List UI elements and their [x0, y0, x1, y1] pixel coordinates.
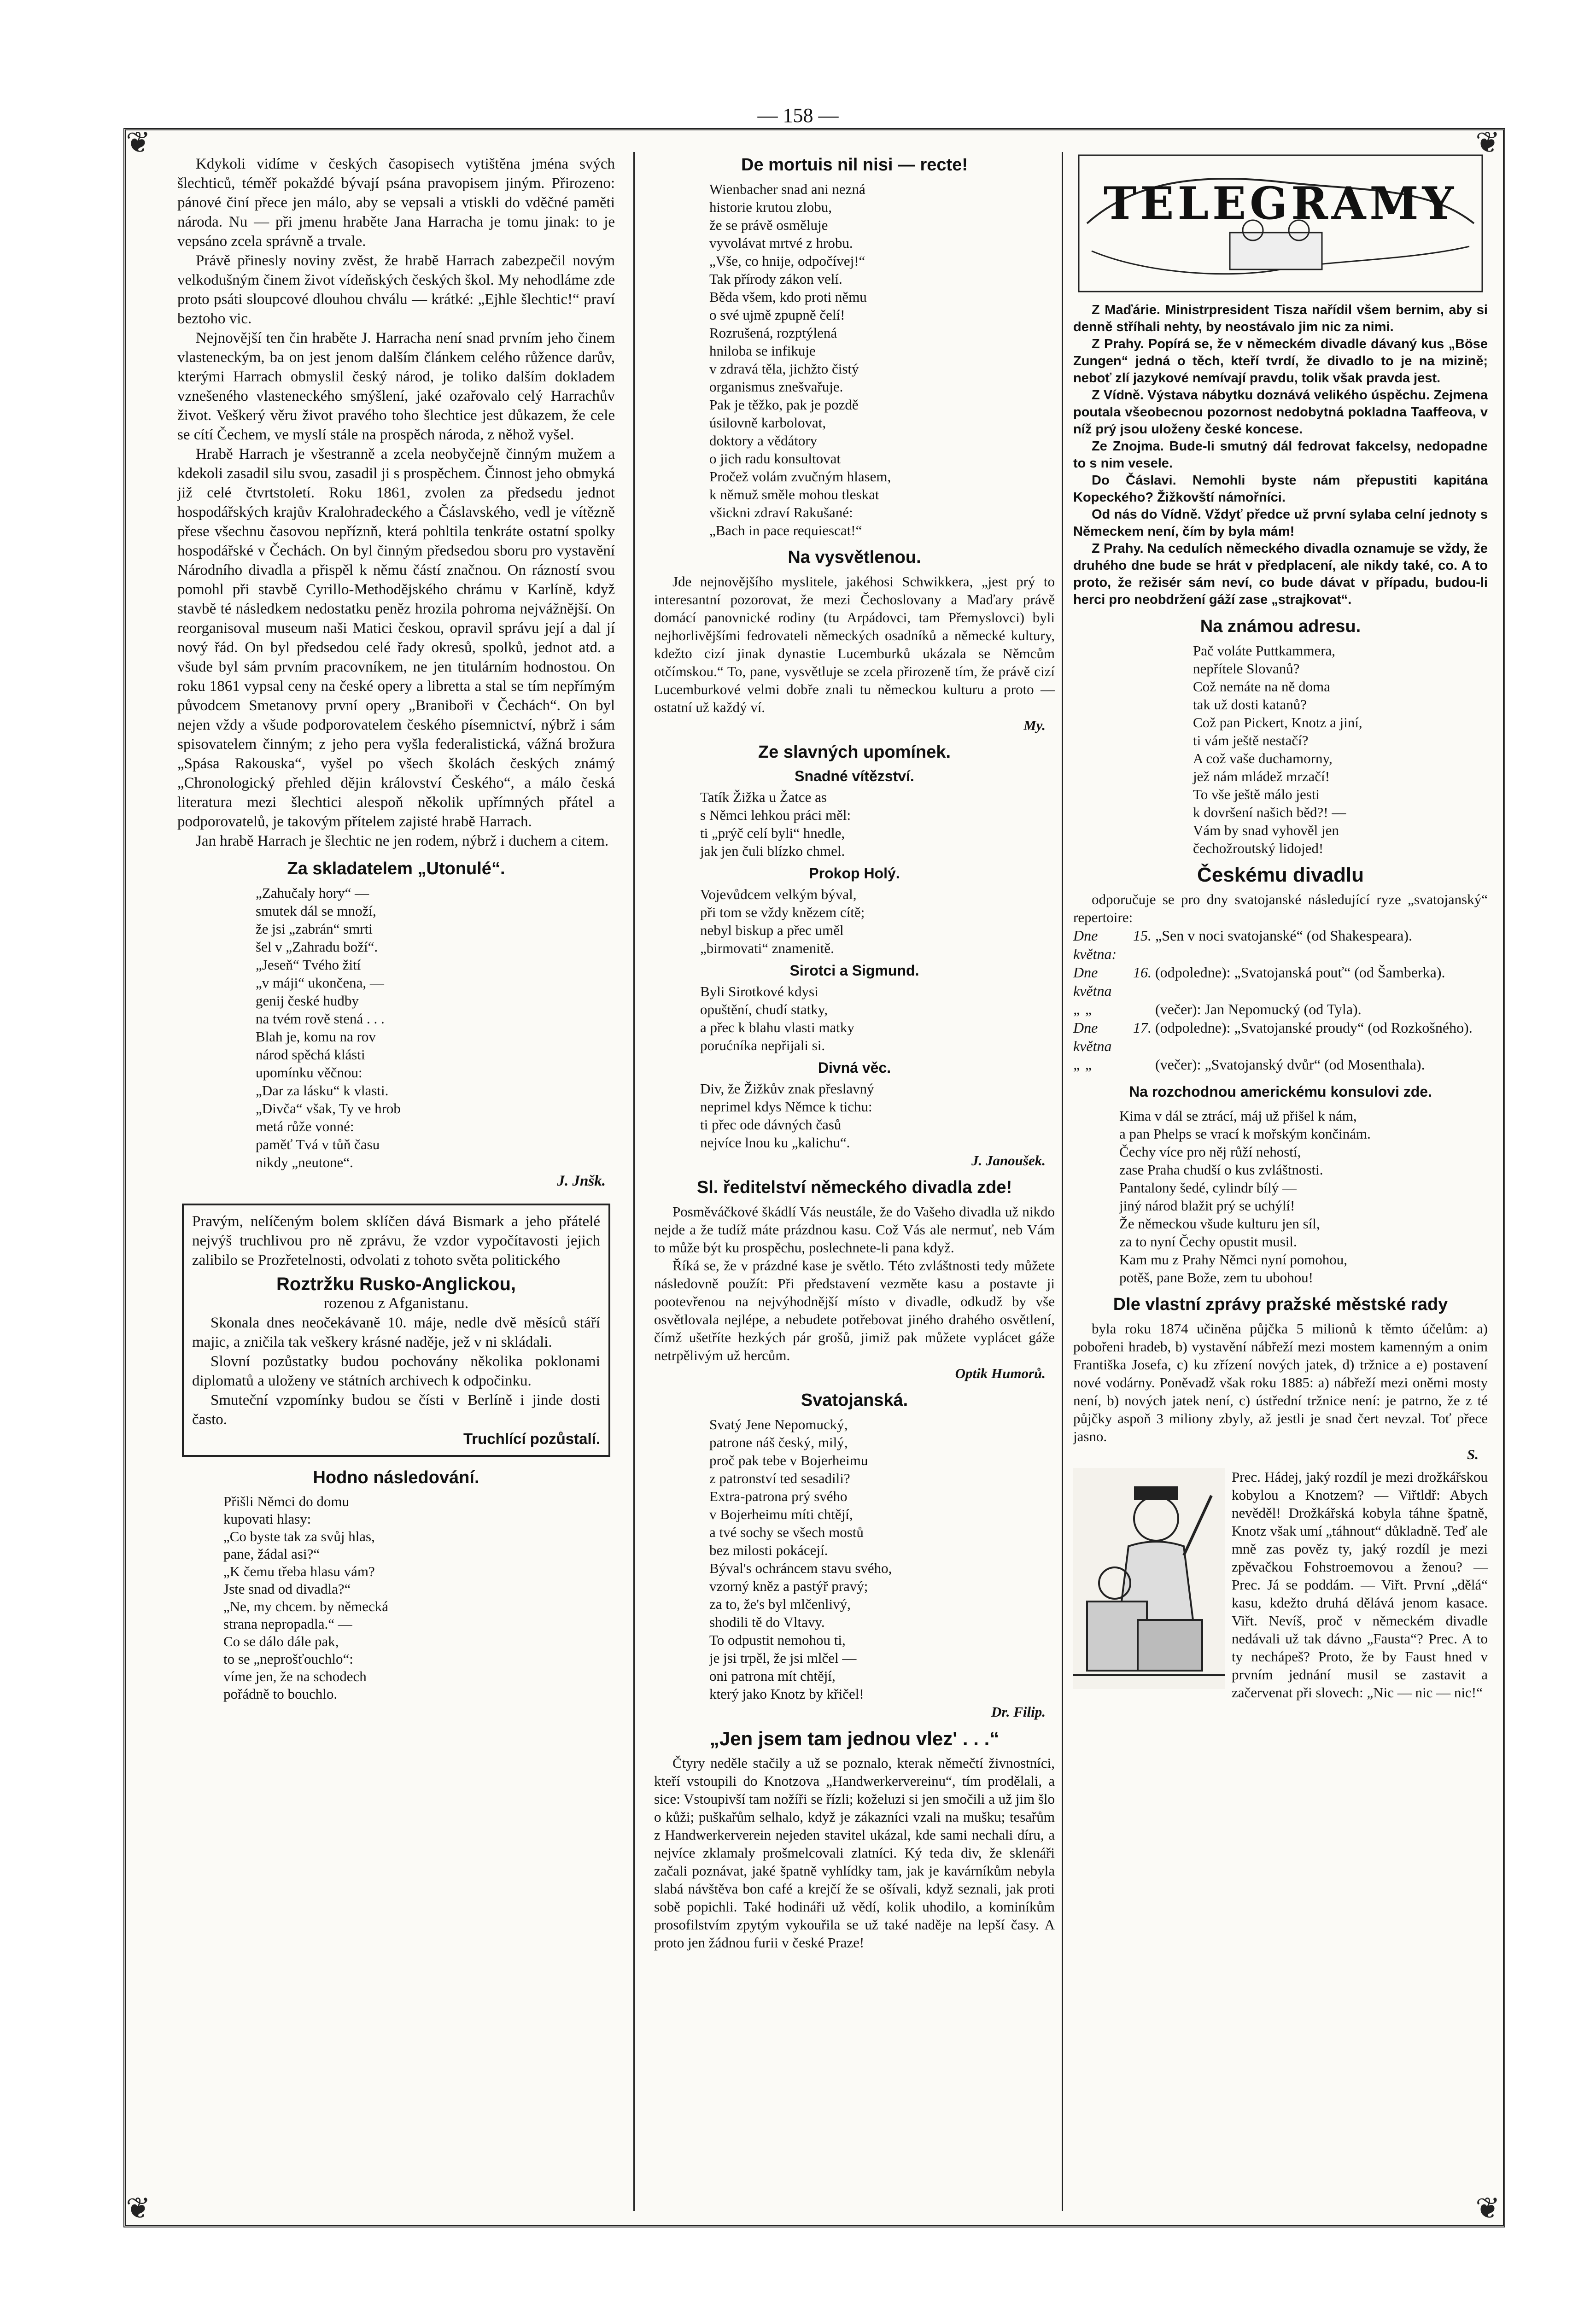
poem-line: že jsi „zabrán“ smrti: [256, 921, 373, 937]
poem-line: „Ne, my chcem. by německá: [223, 1598, 389, 1614]
verse-group: [654, 767, 1055, 1152]
poem-line: oni patrona mít chtějí,: [709, 1668, 836, 1684]
poem-line: z patronství ted sesadili?: [709, 1470, 850, 1486]
cartoon-block: [1073, 1468, 1488, 1701]
poem-line: Div, že Žižkův znak přeslavný: [700, 1081, 874, 1097]
signature: J. Janoušek.: [971, 1152, 1046, 1169]
verse-heading: Divná věc.: [818, 1059, 891, 1076]
corner-ornament-icon: ❦: [1475, 126, 1500, 160]
poem-line: o jich radu konsultovat: [709, 450, 841, 467]
poem-line: paměť Tvá v tůň času: [256, 1136, 380, 1152]
poem-line: šel v „Zahradu boží“.: [256, 939, 378, 955]
section-title: Na známou adresu.: [1200, 617, 1361, 636]
poem-line: Což pan Pickert, Knotz a jiní,: [1193, 714, 1362, 731]
poem-line: metá růže vonné:: [256, 1118, 354, 1134]
article-paragraph: Jan hrabě Harrach je šlechtic ne jen rodem, nýbrž i duchem a citem.: [196, 833, 609, 849]
obituary-notice: [182, 1204, 610, 1457]
signature: S.: [1467, 1446, 1479, 1462]
poem-line: Tak přírody zákon velí.: [709, 271, 842, 287]
notice-text: Pravým, nelíčeným bolem sklíčen dává Bismark a jeho přátelé nejvýš truchlivou pro ně zprávu, že vzdor vypočítavosti jejich zalibilo se Prozřetelnosti, odvolati z tohoto světa politického: [192, 1213, 600, 1268]
poem-line: Vám by snad vyhověl jen: [1193, 822, 1339, 838]
poem-line: „Dar za lásku“ k vlasti.: [256, 1082, 389, 1099]
poem-line: Že německou všude kulturu jen síl,: [1119, 1216, 1320, 1232]
notice-paragraph: Skonala dnes neočekávaně 10. máje, nedle dvě měsíců stáří majic, a zničila tak veškery krásné naděje, jež v ni skládali.: [192, 1315, 600, 1350]
poem-line: ti „prýč celí byli“ hnedle,: [700, 825, 845, 841]
signature: J. Jnšk.: [557, 1173, 606, 1189]
poem-line: A což vaše duchamorny,: [1193, 750, 1333, 766]
verse: [654, 885, 1055, 957]
poem-line: že se právě osměluje: [709, 217, 828, 233]
telegram-item: Z Prahy. Na cedulích německého divadla oznamuje se vždy, že druhého dne bude se hrát v předplacení, ale nikdy také, co. A to proto, že režisér sám neví, co bude dávat v případu, budou-li herci pro neobdržení gáží zase „strajkovat“.: [1073, 541, 1488, 607]
poem-line: „Co byste tak za svůj hlas,: [223, 1528, 375, 1544]
poem-line: ti vám ještě nestačí?: [1193, 732, 1309, 748]
telegram-item: Z Vídně. Výstava nábytku doznává velikého úspěchu. Zejmena poutala všeobecnou pozornost nedobytná pokladna Taaffeova, v níž prý jsou uloženy české koncese.: [1073, 388, 1488, 437]
poem-line: při tom se vždy knězem cítě;: [700, 904, 865, 920]
poem-line: Běda všem, kdo proti němu: [709, 289, 867, 305]
poem-line: nepřítele Slovanů?: [1193, 661, 1300, 677]
notice-paragraph: Slovní pozůstatky budou pochovány několika poklonami diplomatů a uloženy ve státních archivech k odpočinku.: [192, 1353, 600, 1389]
poem-line: Vojevůdcem velkým býval,: [700, 886, 857, 902]
section-title: Českému divadlu: [1197, 864, 1364, 886]
poem-line: historie krutou zlobu,: [709, 199, 832, 215]
telegram-list: [1073, 302, 1488, 608]
section-title: Na rozchodnou americkému konsulovi zde.: [1129, 1083, 1432, 1100]
section-title: Dle vlastní zprávy pražské městské rady: [1113, 1295, 1448, 1314]
notice-paragraph: Smuteční vzpomínky budou se čísti v Berlíně i jinde dosti často.: [192, 1392, 600, 1428]
signature: Optik Humorů.: [955, 1365, 1046, 1381]
article-paragraph: Hrabě Harrach je všestranně a zcela neobyčejně činným mužem a kdekoli zasadil silu svou, zasadil ji s prospěchem. Činnost jeho obmyká již celé čtvrtstoletí. Roku 1861, zvolen za předsedu jednot hospodářských krajův Kralohradeckého a Čáslavského, vedl je vítězně přese všechnu časovou nepříznň, která pohltila tenkráte ostatní spolky hospodářské v Čechách. On byl činným předsedou sboru pro vystavění Národního divadla a přispěl k němu částí značnou. On rázností svou pomohl při stavbě Cyrillo-Methodějského chrámu v Karlíně, když stavbě té následkem nedostatku peněz hrozila pohroma nejvážnější. On reorganisoval museum naši Matici českou, opravil správu její a dal jí nový řád. On byl předsedou celé řady okresů, spolků, jednot atd. a všude byl sám prvním pracovníkem, ne jen titulárním hodnostou. On roku 1861 vypsal ceny na české opery a libretta a stal se tím nepřímým původcem Smetanovy první opery „Braniboři v Čechách“. On byl nejen vždy a všude podporovatelem českého písemnictví, nýbrž i sám spisovatelem činným; z jeho pera vyšla federalistická, vážná brožura „Spása Rakouska“, vyšel po všech školách českých známý „Chronologický přehled dějin království Českého“, a málo česká literatura mezi šlechtici alespoň několik upřímných přátel a podporovatelů, je takovým přítelem zajisté hrabě Harrach.: [177, 446, 615, 830]
column-rule: [1062, 152, 1063, 2211]
poem-line: Byli Sirotkové kdysi: [700, 983, 818, 1000]
poem-line: v Bojerheimu míti chtějí,: [709, 1506, 853, 1522]
poem-line: nikdy „neutone“.: [256, 1154, 353, 1170]
poem-line: za to, že's byl mlčenlivý,: [709, 1596, 851, 1612]
section-title: Na vysvětlenou.: [788, 548, 921, 567]
poem-line: Svatý Jene Nepomucký,: [709, 1416, 848, 1432]
poem-line: Kima v dál se ztrácí, máj už přišel k nám,: [1119, 1108, 1357, 1124]
section-title: Svatojanská.: [801, 1391, 908, 1410]
verse-heading: Snadné vítězství.: [795, 768, 914, 784]
poem-line: úsilovně karbolovat,: [709, 415, 826, 431]
poem-line: Tatík Žižka u Žatce as: [700, 789, 827, 805]
poem-line: vzorný kněz a pastýř pravý;: [709, 1578, 868, 1594]
poem-line: hniloba se infikuje: [709, 343, 816, 359]
poem-line: pořádně to bouchlo.: [223, 1686, 338, 1702]
poem-line: Wienbacher snad ani nezná: [709, 181, 865, 197]
article-paragraph: Nejnovější ten čin hraběte J. Harracha není snad prvním jeho činem vlasteneckým, ba on jest jenom dalším článkem celého růžence darův, kterými Harrach obmyslil český národ, je toliko dalším dokladem vznešeného vlasteneckého smýšlení, jaké ozařovalo celý Harrachův život. Veškerý věru život pravého toho šlechtice jest důkazem, že cele se cítí Čechem, ve myslí stále na prospěch národa, z něhož vyšel.: [177, 330, 615, 443]
corner-ornament-icon: ❦: [126, 2192, 151, 2226]
repertoire-date: Dne 16. května: [1073, 964, 1152, 999]
poem-line: zase Praha chudší o kus zvláštnosti.: [1119, 1162, 1323, 1178]
poem-line: organismus znešvařuje.: [709, 379, 843, 395]
cartoon-dialog: Prec. Hádej, jaký rozdíl je mezi drožkářskou kobylou a Knotzem? — Viřtldř: Abych nevěděl! Drožkářská kobyla táhne špatně, Knotz však umí „táhnout“ důkladně. Teď ale mně zas pověz ty, jaký rozdíl je mezi zpěvačkou Fohstroemovou a ženou? — Prec. Já se poddám. — Viřt. První „dělá“ kasu, kdežto druhá dělává jenom kasace. Viřt. Nevíš, proč v německém divadle nedávali už tak dávno „Fausta“? Prec. A to ty nechápeš? Proto, že by Faust hned v prvním jednání musil se zastavit a začervenat při slovech: „Nic — nic — nic!“: [1232, 1469, 1488, 1701]
article-paragraph: Kdykoli vidíme v českých časopisech vytištěna jména svých šlechticů, téměř pokaždé bývají psána pravopisem jiným. Přirozeno: pánové činí přece jen málo, aby se vepsali a vtiskli do vděčné paměti národa. Nu — při jmenu hraběte Jana Harracha je tomu jinak: to je vepsáno zcela správně a trvale.: [177, 156, 615, 250]
poem-line: jež nám mládež mrzačí!: [1193, 768, 1330, 784]
repertoire-date: Dne 17. května: [1073, 1019, 1152, 1054]
poem-line: kupovati hlasy:: [223, 1511, 311, 1527]
poem-line: neprimel kdys Němce k tichu:: [700, 1099, 872, 1115]
article-paragraph: byla roku 1874 učiněna půjčka 5 milionů k těmto účelům: a) pobořeni hradeb, b) vystavění nábřeží mezi mostem kamenným a onim Františka Josefa, c) ku zřízení nových jatek, d) tržnice a e) postavení nové vodárny. Poněvadž však roku 1885: a) nábřeží mezi oněmi mosty není, b) nových jatek není, c) ústřední tržnice není: je patrno, že z té půjčky aspoň 3 miliony zbyly, až jestli je snad čert nevzal. Toť přece jasno.: [1073, 1321, 1488, 1444]
section-title: „Jen jsem tam jednou vlez' . . .“: [709, 1728, 1000, 1749]
poem-line: na tvém rově stená . . .: [256, 1011, 385, 1027]
poem-line: „v máji“ ukončena, —: [256, 975, 384, 991]
poem-line: to se „neprošťouchlo“:: [223, 1651, 353, 1667]
section-title: Sl. ředitelství německého divadla zde!: [696, 1178, 1012, 1197]
poem-line: Čechy více pro něj růží nehostí,: [1119, 1144, 1301, 1160]
poem: [654, 180, 1055, 539]
poem-title: Za skladatelem „Utonulé“.: [287, 859, 505, 878]
telegram-item: Od nás do Vídně. Vždyť předce už první sylaba celní jednoty s Německem není, čím by byla mám!: [1073, 507, 1488, 539]
article-paragraph: odporučuje se pro dny svatojanské následující ryze „svatojanský“ repertoire:: [1073, 891, 1488, 925]
verse-heading: Sirotci a Sigmund.: [789, 962, 919, 979]
article-paragraph: Říká se, že v prázdné kase je světlo. Této zvláštnosti tedy můžete následovně použít: Při představení vezměte kasu a postavte ji pootevřenou na nejvýhodnější místo v divadle, odkudž by vše osvětlovala nejlépe, a nebudete potřebovat jiného drahého osvětlení, čímž ušetříte hezkých pár grošů, jimiž pak můžete vyplácet gáže netrpělivým už hercům.: [654, 1257, 1055, 1363]
repertoire-title: (odpoledne): „Svatojanská pouť“ (od Šamberka).: [1155, 964, 1445, 981]
article-paragraph: Právě přinesly noviny zvěst, že hrabě Harrach zabezpečil novým velkodušným činem život vídeňských českých škol. My nehodláme zde proto psáti sloupcové dlouhou chválu — krátké: „Ejhle šlechtic!“ praví beztoho vic.: [177, 252, 615, 327]
poem-line: shodili tě do Vltavy.: [709, 1614, 825, 1630]
poem-line: doktory a vědátory: [709, 433, 818, 449]
poem-line: čechožroutský lidojed!: [1193, 840, 1324, 856]
repertoire-date: Dne 15. května:: [1073, 927, 1152, 962]
telegram-item: Z Maďárie. Ministrpresident Tisza nařídil všem bernim, aby si denně stříhali nehty, by neostávalo jim nic za nimi.: [1073, 303, 1488, 334]
signature: My.: [1023, 717, 1046, 733]
section-title: Ze slavných upomínek.: [758, 742, 951, 762]
column-rule: [633, 152, 635, 2211]
poem-line: k dovršení našich běd?! —: [1193, 804, 1346, 820]
repertoire-date: „ „: [1073, 1056, 1093, 1073]
poem-line: „K čemu třeba hlasu vám?: [223, 1563, 375, 1579]
article-paragraph: Čtyry neděle stačily a už se poznalo, kterak němečtí živnostníci, kteří vstoupili do Knotzova „Handwerkervereinu“, tím prodělali, a sice: Vstoupivší tam nožíři se řízli; koželuzi si jen smočili a už jim šlo o kůži; puškařům selhalo, když je zákazníci vzali na mušku; tesařům z Handwerkerverein nejeden stavitel ukázal, kde sami nechali díru, a nejvíce zklamaly prošmelcovali zlatníci. Ký teda div, že sklenáři začali poznávat, jaké špatně vyhlídky tam, jak je kavárníkům nebyla slabá návštěva bon café a krejčí že se ošívali, když seznali, jak proti sobě popichli. Také hodináři už vědí, kolik uhodilo, a kominíkům prosofilstvím zpytým vykouřila se už také naděje na lepší časy. A proto jen žádnou furii v české Praze!: [654, 1755, 1055, 1951]
poem-line: „birmovati“ znamenitě.: [700, 940, 834, 956]
poem-line: „Zahučaly hory“ —: [256, 885, 369, 901]
telegram-item: Z Prahy. Popírá se, že v německém divadle dávaný kus „Böse Zungen“ jedná o těch, kteří tvrdí, že divadlo to je na mizině; neboť zlí jazykové nemívají pravdu, tolik však pravda jest.: [1073, 337, 1488, 386]
poem-line: Blah je, komu na rov: [256, 1029, 376, 1045]
poem-line: proč pak tebe v Bojerheimu: [709, 1452, 868, 1468]
poem-line: Pročež volám zvučným hlasem,: [709, 468, 891, 485]
poem-line: Co se dálo dále pak,: [223, 1633, 339, 1649]
repertoire-title: (večer): Jan Nepomucký (od Tyla).: [1155, 1001, 1362, 1017]
telegram-item: Ze Znojma. Bude-li smutný dál fedrovat fakcelsy, nedopadne to s nim vesele.: [1073, 439, 1488, 471]
repertoire-title: (večer): „Svatojanský dvůr“ (od Mosenthala).: [1155, 1056, 1425, 1073]
poem-line: Pantalony šedé, cylindr bílý —: [1119, 1180, 1297, 1196]
signature: Dr. Filip.: [991, 1704, 1046, 1720]
poem: [177, 884, 615, 1171]
article-paragraph: Jde nejnovějšího myslitele, jakéhosi Schwikkera, „jest prý to interesantní pozorovat, že mezi Čechoslovany a Maďary právě domácí panovnické rodiny (tu Arpádovci, tam Přemyslovci) byli nejhorlivějšími fedrovateli německých osadníků a německé kultury, kdežto cizí jinak dynastie Lucemburků ukázala se Němcům otčímskou.“ To, pane, vysvětluje se zcela přirozeně tím, že právě cizí Lucemburkové velmi dobře znali tu německou kulturu a proto — ostatní už každý ví.: [654, 573, 1055, 715]
poem-line: ti přec ode dávných časů: [700, 1116, 842, 1133]
poem-line: a pan Phelps se vrací k mořským končinám.: [1119, 1126, 1371, 1142]
poem-line: jiný národ blažit prý se uchýlí!: [1119, 1198, 1295, 1214]
page-number: — 158 —: [757, 104, 839, 127]
poem-line: bez milosti pokácejí.: [709, 1542, 828, 1558]
poem-line: smutek dál se množí,: [256, 903, 376, 919]
poem: [1073, 642, 1488, 857]
poem-line: jak jen čuli blízko chmel.: [700, 843, 845, 859]
verse: [654, 788, 1055, 860]
poem-line: „Vše, co hnije, odpočívej!“: [709, 253, 865, 269]
dialog-poem: [177, 1493, 615, 1703]
repertoire-title: (odpoledne): „Svatojanské proudy“ (od Rozkošného).: [1155, 1019, 1473, 1036]
verse-heading: Prokop Holý.: [809, 865, 900, 882]
poem-line: pane, žádal asi?“: [223, 1546, 320, 1562]
poem-line: nebyl biskup a přec uměl: [700, 922, 844, 938]
poem-line: za to nyní Čechy opustit musil.: [1119, 1233, 1297, 1250]
section-title: De mortuis nil nisi — recte!: [741, 155, 968, 175]
poem-line: „Divča“ však, Ty ve hrob: [256, 1100, 401, 1116]
poem-line: Rozrušená, rozptýlená: [709, 325, 837, 341]
verse: [654, 1080, 1055, 1152]
poem-line: „Jeseň“ Tvého žití: [256, 957, 361, 973]
poem-line: nejvíce lnou ku „kalichu“.: [700, 1134, 850, 1151]
poem-line: víme jen, že na schodech: [223, 1668, 367, 1684]
poem-line: To odpustit nemohou ti,: [709, 1632, 846, 1648]
column-middle: [654, 154, 1055, 2213]
verse: [654, 982, 1055, 1054]
article-paragraph: Posměváčkové škádlí Vás neustále, že do Vašeho divadla už nikdo nejde a že tudíž máte prázdnou kasu. Což Vás ale nermuť, neb Vám to může být ku prospěchu, poslechnete-li pana když.: [654, 1204, 1055, 1256]
notice-signature: Truchlící pozůstalí.: [463, 1430, 600, 1447]
poem-line: Pak je těžko, pak je pozdě: [709, 397, 859, 413]
poem-line: všickni zdraví Rakušané:: [709, 504, 853, 520]
poem-line: genij české hudby: [256, 993, 359, 1009]
poem-line: v zdravá těla, jichžto čistý: [709, 361, 859, 377]
poem-line: Extra-patrona prý svého: [709, 1488, 848, 1504]
poem-line: Kam mu z Prahy Němci nyní pomohou,: [1119, 1251, 1348, 1268]
repertoire-title: „Sen v noci svatojanské“ (od Shakespeara).: [1155, 927, 1413, 944]
poem-line: a přec k blahu vlasti matky: [700, 1019, 854, 1035]
poem-line: strana nepropadla.“ —: [223, 1616, 352, 1632]
poem-line: porućníka nepřijali si.: [700, 1037, 825, 1053]
poem-line: k němuž směle mohou tleskat: [709, 486, 879, 503]
poem-line: Pač voláte Puttkammera,: [1193, 643, 1336, 659]
poem-line: Býval's ochráncem stavu svého,: [709, 1560, 892, 1576]
telegram-item: Do Čáslavi. Nemohli byste nám přepustiti kapitána Kopeckého? Žižkovští námořníci.: [1073, 473, 1488, 505]
cab-driver-illustration: [1073, 1468, 1225, 1689]
poem-line: národ spěchá klásti: [256, 1046, 365, 1063]
corner-ornament-icon: ❦: [126, 126, 151, 160]
poem-line: o své ujmě zpupně čelí!: [709, 307, 845, 323]
column-right: [1073, 154, 1488, 2213]
notice-born: rozenou z Afganistanu.: [323, 1295, 469, 1312]
column-left: [177, 154, 615, 2213]
poem-line: který jako Knotz by křičel!: [709, 1686, 864, 1702]
poem: [654, 1415, 1055, 1703]
poem-line: upomínku věčnou:: [256, 1064, 362, 1081]
poem-line: Což nemáte na ně doma: [1193, 678, 1330, 695]
poem-line: „Bach in pace requiescat!“: [709, 522, 862, 538]
poem-line: je jsi trpěl, že jsi mlčel —: [709, 1650, 857, 1666]
poem-line: Jste snad od divadla?“: [223, 1581, 351, 1597]
poem-line: To vše ještě málo jesti: [1193, 786, 1320, 802]
poem-line: potěš, pane Bože, zem tu ubohou!: [1119, 1269, 1313, 1286]
corner-ornament-icon: ❦: [1475, 2192, 1500, 2226]
repertoire-list: [1073, 926, 1488, 1074]
poem-line: a tvé sochy se všech mostů: [709, 1524, 864, 1540]
banner-title: TELEGRAMY: [1103, 177, 1458, 229]
poem-line: Přišli Němci do domu: [223, 1493, 349, 1509]
poem-line: opuštění, chudí statky,: [700, 1001, 828, 1017]
poem-line: vyvolávat mrtvé z hrobu.: [709, 235, 853, 251]
notice-name: Roztržku Rusko-Anglickou,: [276, 1274, 516, 1294]
poem-line: s Němci lehkou práci měl:: [700, 807, 851, 823]
telegram-banner-illustration: [1078, 154, 1483, 292]
poem-line: tak už dosti katanů?: [1193, 696, 1307, 713]
repertoire-date: „ „: [1073, 1001, 1093, 1017]
poem: [1073, 1107, 1488, 1286]
dialog-title: Hodno následování.: [313, 1468, 479, 1487]
poem-line: patrone náš český, milý,: [709, 1434, 848, 1450]
